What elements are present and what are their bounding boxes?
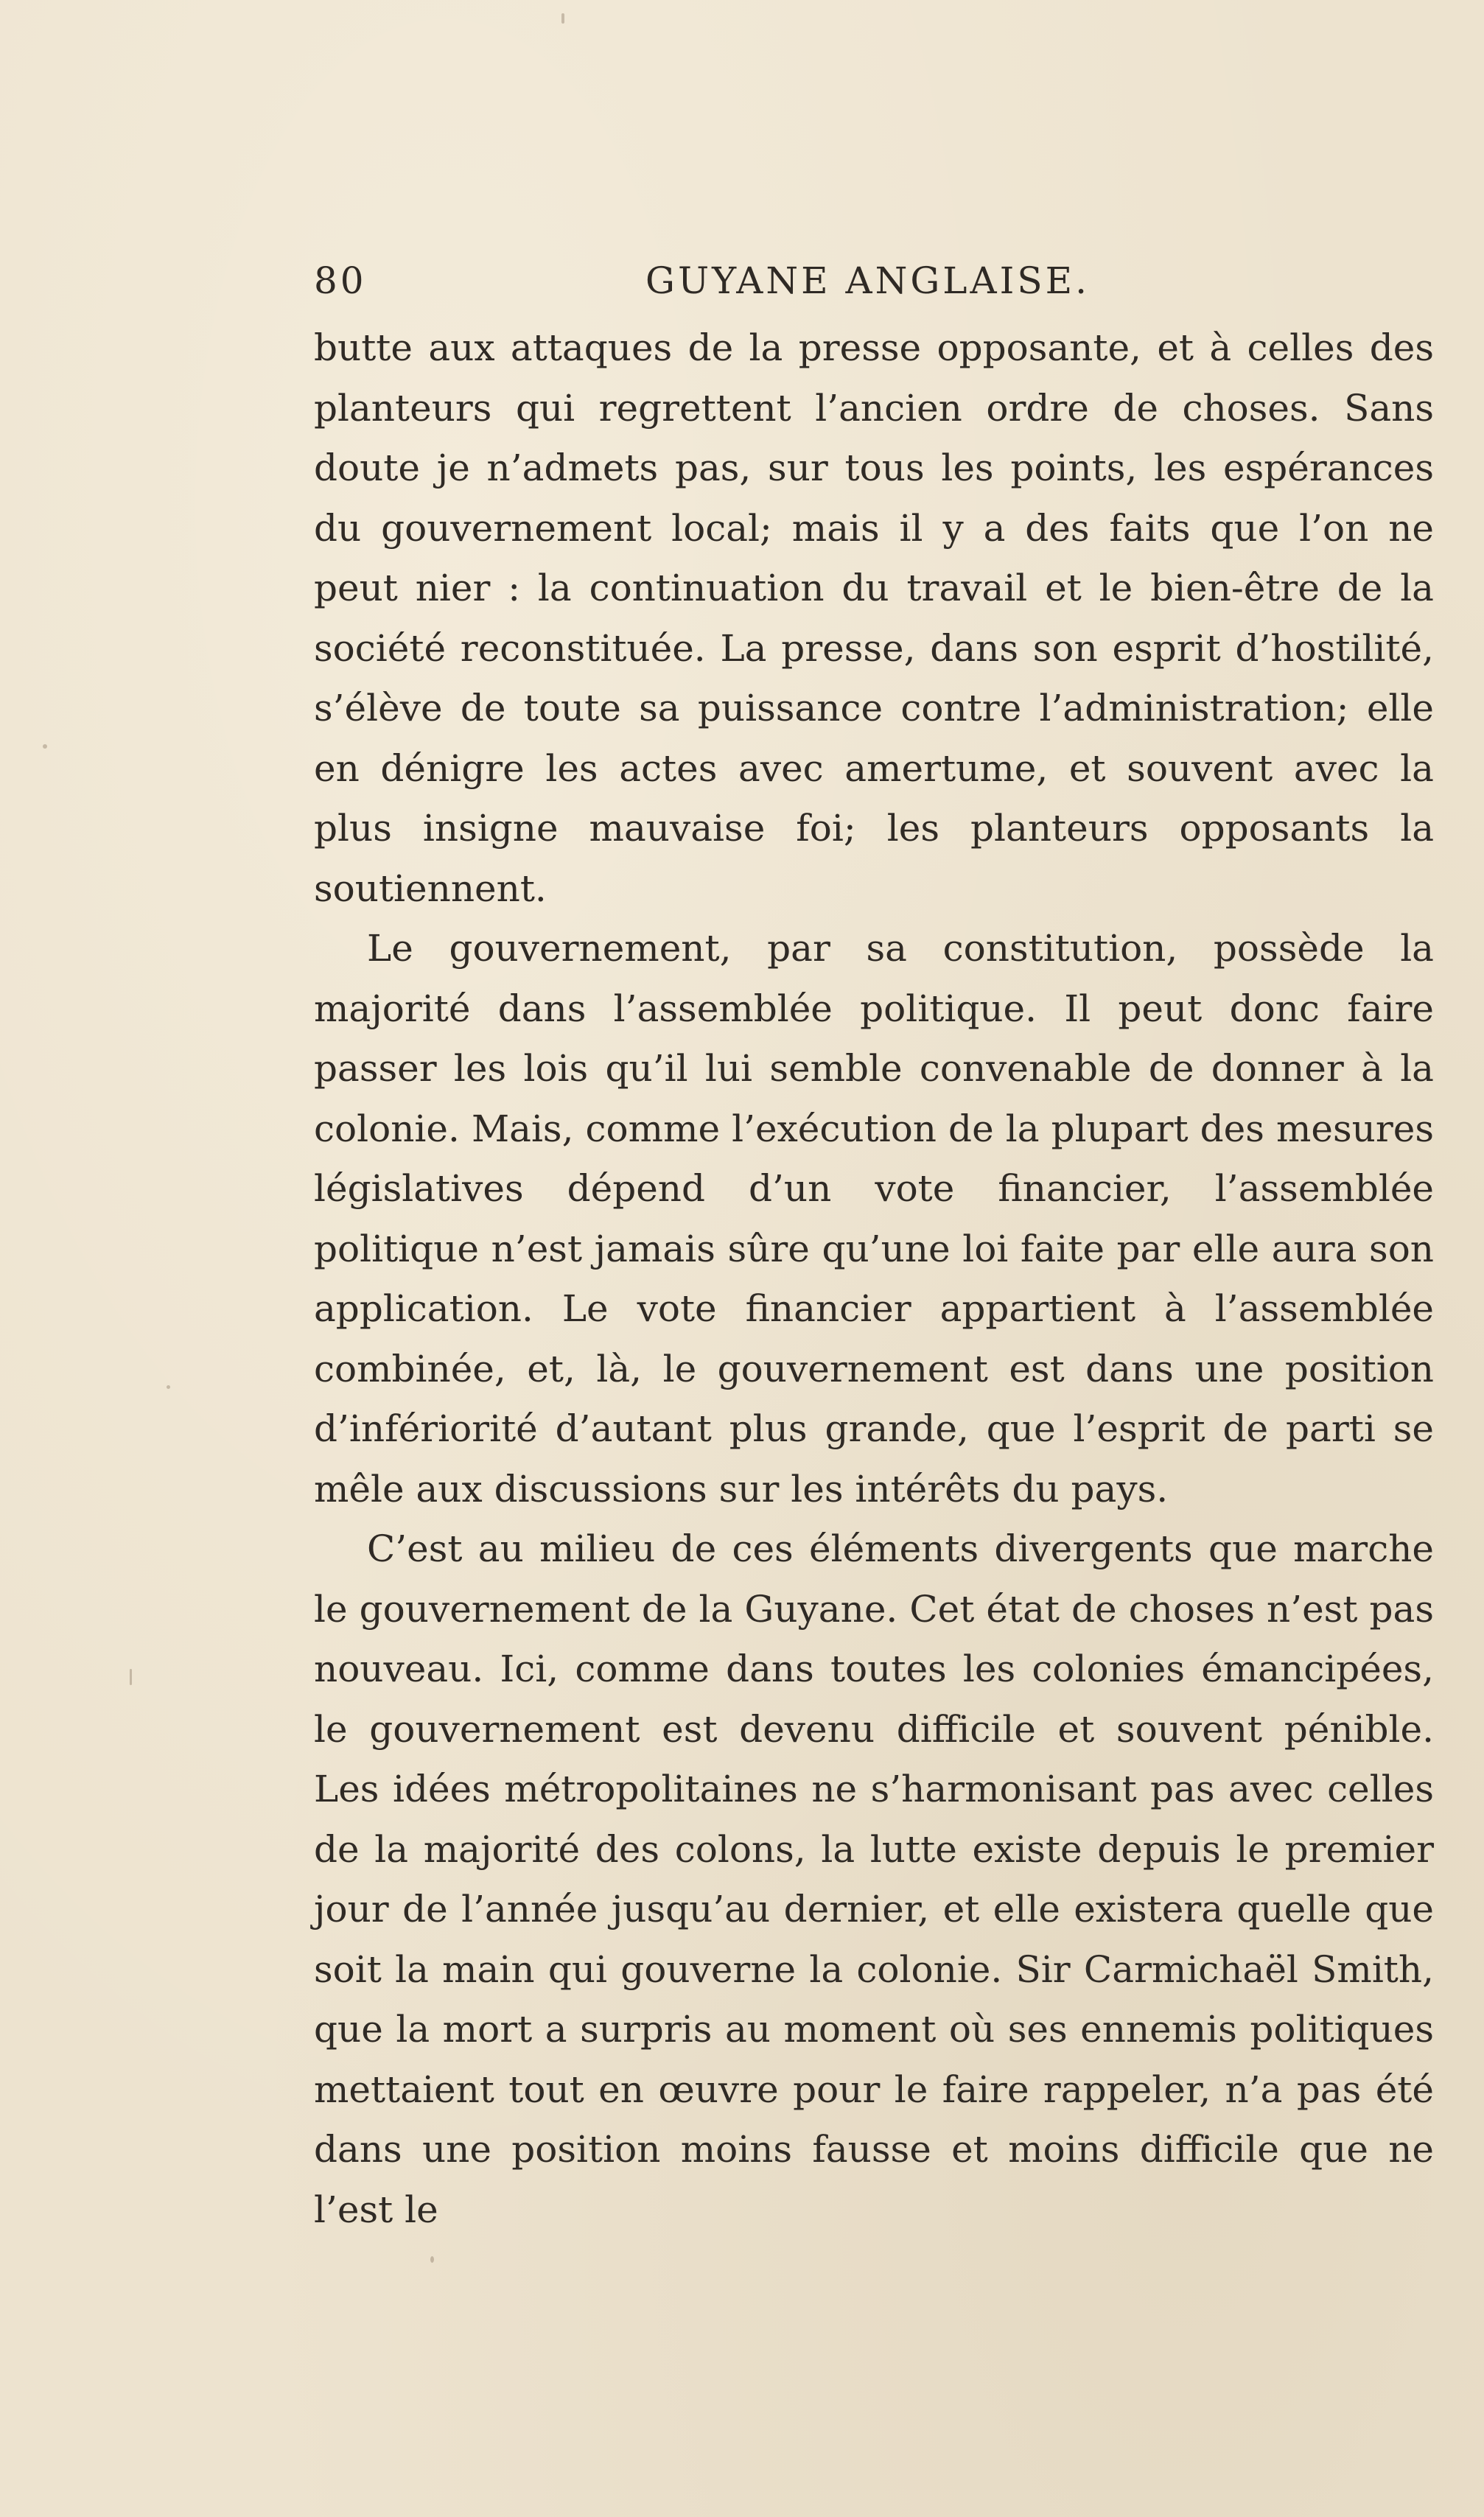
- paper-speck: [167, 1385, 170, 1389]
- body-text: [314, 318, 1434, 2240]
- paragraph: Le gouvernement, par sa constitution, possède la majorité dans l’assemblée politique. Il peut donc faire passer les lois qu’il lui semble convenable de donner à la colonie. Mais, comme l’exécution de la plupart des mesures législatives dépend d’un vote financier, l’assemblée politique n’est jamais sûre qu’une loi faite par elle aura son application. Le vote financier appartient à l’assemblée combinée, et, là, le gouvernement est dans une position d’infériorité d’autant plus grande, que l’esprit de parti se mêle aux discussions sur les intérêts du pays.: [314, 927, 1434, 1510]
- paper-speck: [43, 744, 47, 749]
- page-header: [314, 259, 1110, 318]
- paper-speck: [430, 2256, 434, 2263]
- paragraph: C’est au milieu de ces éléments divergents que marche le gouvernement de la Guyane. Cet état de choses n’est pas nouveau. Ici, comme dans toutes les colonies émancipées, le gouvernement est devenu difficile et souvent pénible. Les idées métropolitaines ne s’harmonisant pas avec celles de la majorité des colons, la lutte existe depuis le premier jour de l’année jusqu’au dernier, et elle existera quelle que soit la main qui gouverne la colonie. Sir Carmichaël Smith, que la mort a surpris au moment où ses ennemis politiques mettaient tout en œuvre pour le faire rappeler, n’a pas été dans une position moins fausse et moins difficile que ne l’est le: [314, 1527, 1434, 2231]
- running-title: GUYANE ANGLAISE.: [645, 259, 1090, 302]
- paper-speck: [561, 13, 564, 24]
- paper-speck: [130, 1669, 132, 1685]
- paragraph-continued: butte aux attaques de la presse opposante, et à celles des planteurs qui regrettent l’ancien ordre de choses. Sans doute je n’admets pas, sur tous les points, les espérances du gouvernement local; mais il y a des faits que l’on ne peut nier : la continuation du travail et le bien-être de la société reconstituée. La presse, dans son esprit d’hostilité, s’élève de toute sa puissance contre l’administration; elle en dénigre les actes avec amertume, et souvent avec la plus insigne mauvaise foi; les planteurs opposants la soutiennent.: [314, 326, 1434, 910]
- page-number: 80: [314, 259, 367, 302]
